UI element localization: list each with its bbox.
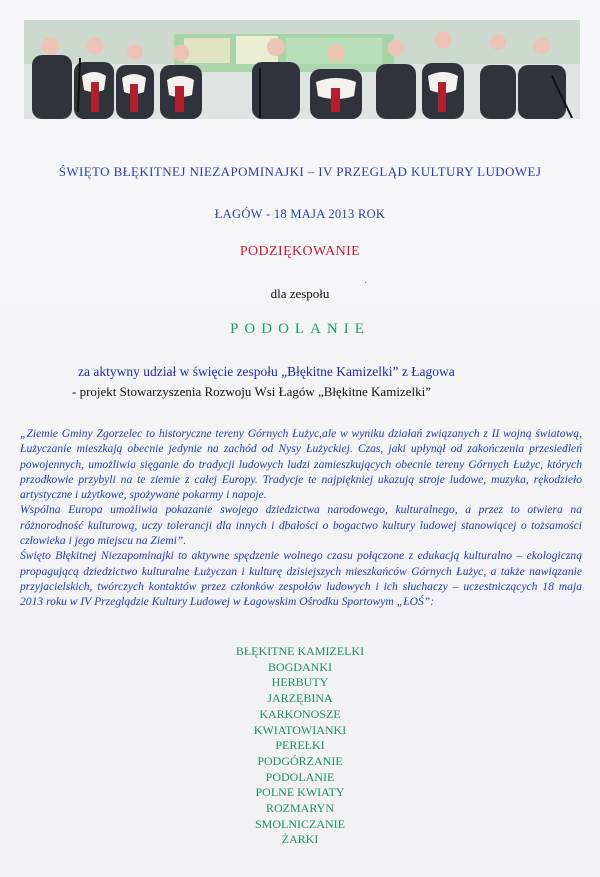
group-list-item: PODOLANIE (265, 769, 335, 784)
group-list-item: KWIATOWIANKI (253, 722, 347, 737)
group-list-item: ŻARKI (281, 832, 319, 847)
group-list-item: BŁĘKITNE KAMIZELKI (235, 644, 365, 658)
group-list-item: SMOLNICZANIE (255, 816, 345, 831)
group-list-item: BOGDANKI (268, 659, 332, 674)
group-list-item: HERBUTY (271, 675, 329, 690)
group-list-item: POLNE KWIATY (255, 785, 345, 800)
participating-groups-list (170, 644, 430, 848)
recipient-group-name: PODOLANIE (230, 321, 370, 337)
group-list-item: KARKONOSZE (259, 706, 341, 721)
performers-photo (24, 20, 580, 119)
group-list-item: JARZĘBINA (267, 691, 333, 706)
body-paragraph: Święto Błękitnej Niezapominajki to aktywne spędzenie wolnego czasu połączone z edukacją kulturalno – ekologiczną propagującą dziedzictwo kulturalne Łużyczan i kulturę dzisiejszych mieszkańców Górnych Łużyc, a także nawiązanie przyjacielskich, twórczych kontaktów przez członków zespołów ludowych i ich słuchaczy – uczestniczących 18 maja 2013 roku w IV Przeglądzie Kultury Ludowej w Łagowskim Ośrodku Sportowym „ŁOŚ”: (20, 549, 582, 609)
for-group-label: dla zespołu (270, 286, 330, 301)
group-list-item: ROZMARYN (265, 801, 334, 816)
project-line: - projekt Stowarzyszenia Rozwoju Wsi Łagów „Błękitne Kamizelki” (72, 384, 431, 399)
group-list-item: PODGÓRZANIE (257, 753, 343, 768)
small-mark: · (364, 278, 368, 289)
certificate-body (20, 426, 582, 610)
event-place-date: ŁAGÓW - 18 MAJA 2013 ROK (214, 207, 386, 221)
festival-title: ŚWIĘTO BŁĘKITNEJ NIEZAPOMINAJKI – IV PRZEGLĄD KULTURY LUDOWEJ (58, 164, 542, 179)
participation-line: za aktywny udział w święcie zespołu „Błękitne Kamizelki” z Łagowa (78, 364, 455, 379)
thanks-heading: PODZIĘKOWANIE (239, 244, 361, 259)
group-list-item: PEREŁKI (275, 738, 325, 753)
performers-photo-graphic (24, 20, 580, 119)
body-paragraph: „Ziemie Gminy Zgorzelec to historyczne tereny Górnych Łużyc,ale w wyniku działań związanych z II wojną światową, Łużyczanie mieszkają obecnie jedynie na zachód od Nysy Łużyckiej. Czas, jaki upłynął od zakończenia przesiedleń powojennych, umożliwia sięganie do tradycji ludowych ludzi zamieszkujących obecnie tereny Górnych Łużyc, których przodkowie przybyli na te ziemie z całej Europy. Tradycje te najpiękniej ukazują stroje ludowe, muzyka, rękodzieło artystyczne i użytkowe, spożywane pokarmy i napoje. (20, 427, 582, 502)
body-paragraph: Wspólna Europa umożliwia pokazanie swojego dziedzictwa narodowego, kulturalnego, a przez to otwiera na różnorodność kulturową, uczy tolerancji dla innych i dbałości o bogactwo kultury ludowej stanowiącej o tożsamości człowieka i jego miejscu na Ziemi”. (20, 503, 582, 548)
